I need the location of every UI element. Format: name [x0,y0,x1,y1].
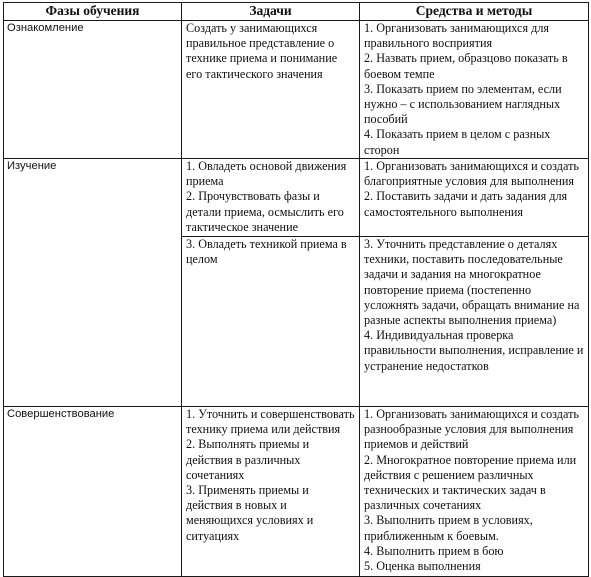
task-item: 1. Уточнить и совершенствовать технику приема или действия [186,407,355,437]
method-item: 1. Организовать занимающихся и создать благоприятные условия для выполнения [364,159,579,189]
method-item: 2. Поставить задачи и дать задания для самостоятельного выполнения [364,189,568,219]
header-methods: Средства и методы [360,3,589,21]
method-item: 4. Выполнить прием в бою [364,543,504,558]
header-phases: Фазы обучения [4,3,182,21]
task-item: 2. Выполнять приемы и действия в различных сочетаниях [186,437,310,482]
tasks-cell [182,237,360,407]
method-item: 3. Показать прием по элементам, если нужно – с использованием наглядных пособий [364,81,562,127]
method-item: 5. Оценка выполнения [364,559,481,574]
method-item: 3. Выполнить прием в условиях, приближенным к боевым. [364,513,533,543]
method-item: 1. Организовать занимающихся для правильного восприятия [364,21,550,51]
methods-cell [360,237,589,407]
table-row [4,159,589,237]
phase-cell: Совершенствование [4,407,182,577]
task-item: 1. Овладеть основой движения приема [186,159,347,189]
task-item: Создать у занимающихся правильное представление о технике приема и понимание его тактического значения [186,21,338,81]
tasks-cell [182,21,360,159]
tasks-cell [182,159,360,237]
method-item: 2. Назвать прием, образцово показать в боевом темпе [364,51,568,81]
method-item: 4. Индивидуальная проверка правильности выполнения, исправление и устранение недостатков [364,328,584,373]
tasks-cell [182,407,360,577]
table-row [4,407,589,577]
task-item: 2. Прочувствовать фазы и детали приема, осмыслить его тактическое значение [186,189,344,234]
table-row [4,21,589,159]
phase-cell: Изучение [4,159,182,407]
phase-cell: Ознакомление [4,21,182,159]
task-item: 3. Овладеть техникой приема в целом [186,237,347,267]
header-row [4,3,589,21]
method-item: 1. Организовать занимающихся и создать разнообразные условия для выполнения приемов и действий [364,407,579,452]
task-item: 3. Применять приемы и действия в новых и меняющихся условиях и ситуациях [186,483,314,543]
methods-cell [360,159,589,237]
methods-cell [360,21,589,159]
method-item: 2. Многократное повторение приема или действия с решением различных технических и тактических задач в различных сочетаниях [364,452,577,513]
method-item: 4. Показать прием в целом с разных сторон [364,127,551,157]
method-item: 3. Уточнить представление о деталях техники, поставить последовательные задачи и задания на многократное повторение приема (постепенно усложнять задачи, обращать внимание на разные аспекты выполнения приема) [364,237,580,328]
header-tasks: Задачи [182,3,360,21]
methods-cell [360,407,589,577]
training-phases-table [3,2,589,577]
